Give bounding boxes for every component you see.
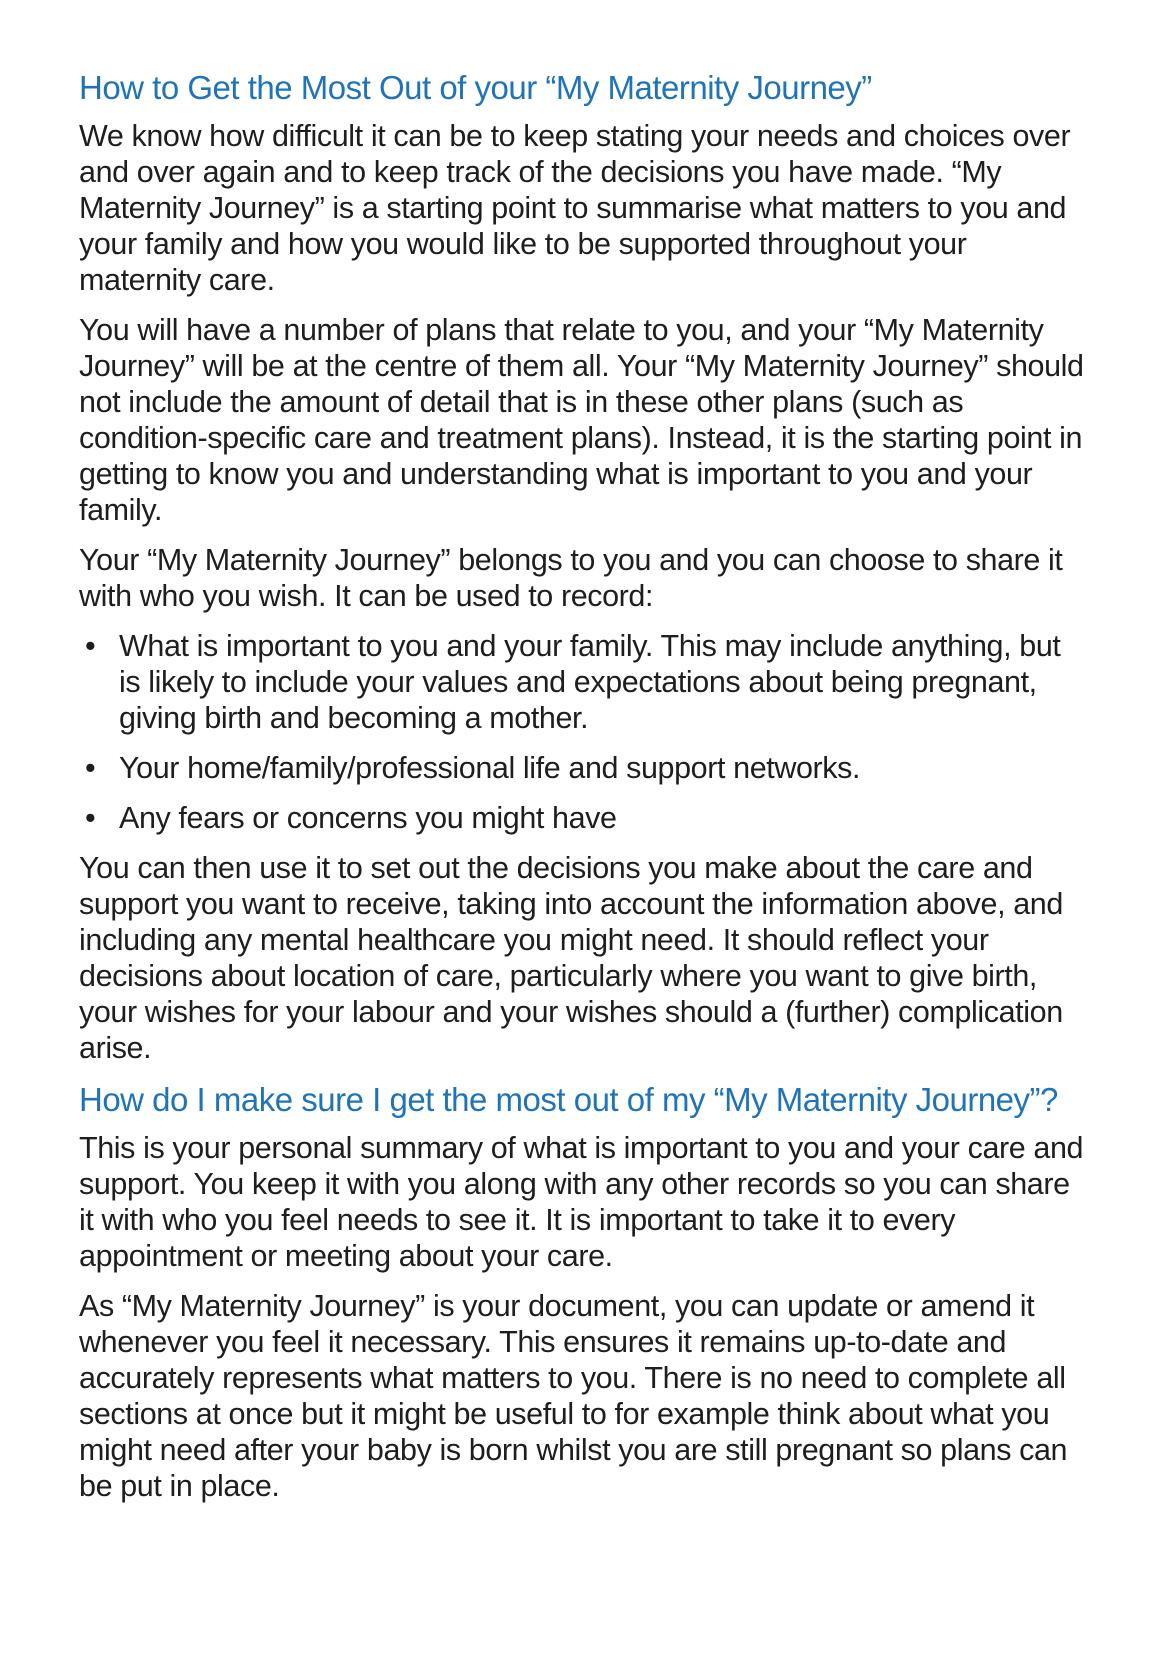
list-item-text: Any fears or concerns you might have	[119, 801, 617, 835]
summary-paragraph: This is your personal summary of what is important to you and your care and support. You keep it with you along with any other records so you can share it with who you feel needs to see it. It is important to take it to every appointment or meeting about your care.	[79, 1131, 1084, 1273]
bullet-icon: •	[85, 751, 96, 785]
bullet-icon: •	[85, 801, 96, 835]
record-list	[79, 628, 1089, 836]
plans-paragraph: You will have a number of plans that relate to you, and your “My Maternity Journey” will be at the centre of them all. Your “My Maternity Journey” should not include the amount of detail that is in these other plans (such as condition-specific care and treatment plans). Instead, it is the starting point in getting to know you and understanding what is important to you and your family.	[79, 313, 1084, 527]
list-item	[79, 628, 1089, 736]
bullet-icon: •	[85, 629, 96, 663]
list-item-text: Your home/family/professional life and support networks.	[119, 751, 861, 785]
section-heading-make-sure: How do I make sure I get the most out of my “My Maternity Journey”?	[79, 1081, 1058, 1118]
list-item	[79, 800, 1089, 836]
list-item-text: What is important to you and your family. This may include anything, but is likely to include your values and expectations about being pregnant, giving birth and becoming a mother.	[119, 629, 1061, 735]
intro-paragraph: We know how difficult it can be to keep stating your needs and choices over and over again and to keep track of the decisions you have made. “My Maternity Journey” is a starting point to summarise what matters to you and your family and how you would like to be supported throughout your maternity care.	[79, 119, 1071, 297]
record-intro-paragraph: Your “My Maternity Journey” belongs to you and you can choose to share it with who you wish. It can be used to record:	[79, 543, 1063, 613]
decisions-paragraph: You can then use it to set out the decisions you make about the care and support you want to receive, taking into account the information above, and including any mental healthcare you might need. It should reflect your decisions about location of care, particularly where you want to give birth, your wishes for your labour and your wishes should a (further) complication arise.	[79, 851, 1063, 1065]
update-paragraph: As “My Maternity Journey” is your document, you can update or amend it whenever you feel it necessary. This ensures it remains up-to-date and accurately represents what matters to you. There is no need to complete all sections at once but it might be useful to for example think about what you might need after your baby is born whilst you are still pregnant so plans can be put in place.	[79, 1289, 1068, 1503]
section-heading-get-most-out: How to Get the Most Out of your “My Maternity Journey”	[79, 69, 872, 106]
document-page	[79, 68, 1089, 1518]
list-item	[79, 750, 1089, 786]
